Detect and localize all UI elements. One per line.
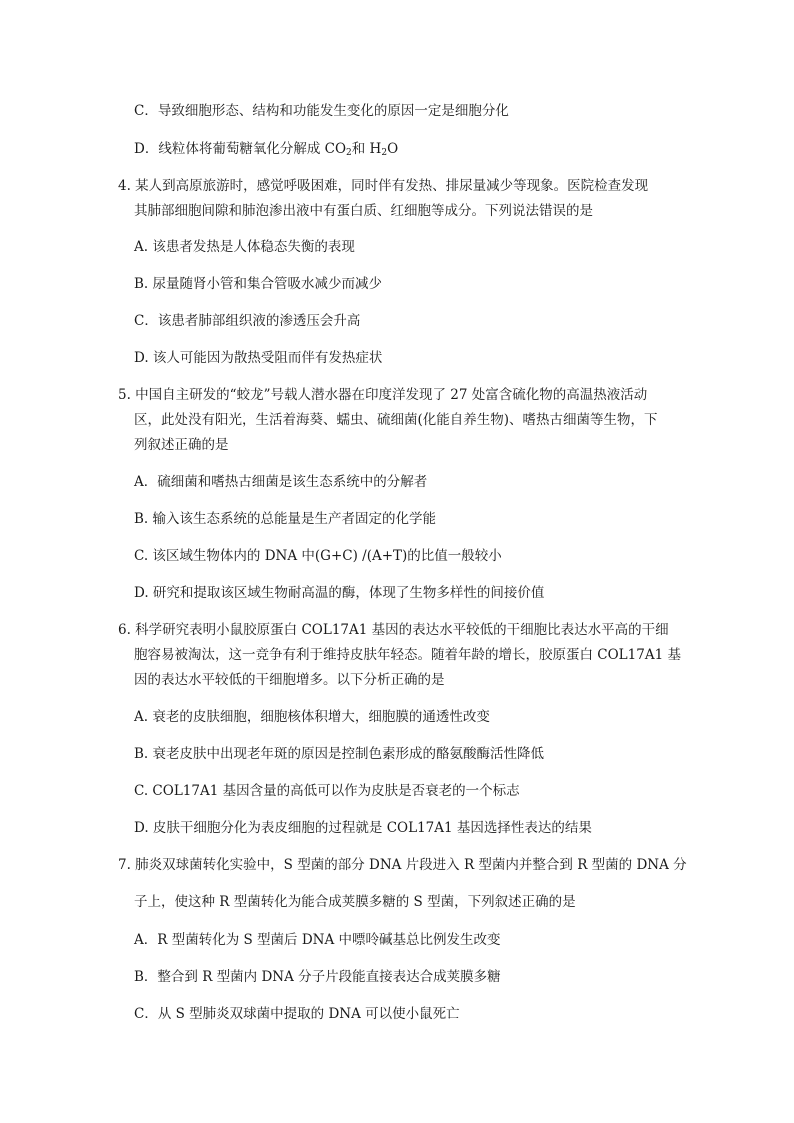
q3-option-d-suffix: O xyxy=(387,141,399,157)
q6-stem-line2: 胞容易被淘汰，这一竞争有利于维持皮肤年轻态。随着年龄的增长，胶原蛋白 COL17A1 基 xyxy=(134,647,681,663)
q7-option-c: C．从 S 型肺炎双球菌中提取的 DNA 可以使小鼠死亡 xyxy=(134,1006,460,1022)
q6-stem-line1: 6. 科学研究表明小鼠胶原蛋白 COL17A1 基因的表达水平较低的干细胞比表达水平高的干细 xyxy=(118,622,669,638)
q5-stem-line2: 区，此处没有阳光，生活着海葵、蠕虫、硫细菌(化能自养生物)、嗜热古细菌等生物，下 xyxy=(134,412,658,428)
q4-stem-line2: 其肺部细胞间隙和肺泡渗出液中有蛋白质、红细胞等成分。下列说法错误的是 xyxy=(134,203,593,219)
q5-stem-line1: 5. 中国自主研发的“蛟龙”号载人潜水器在印度洋发现了 27 处富含硫化物的高温热液活动 xyxy=(118,387,648,403)
q3-option-d-mid: 和 H xyxy=(351,141,382,157)
q3-option-c: C．导致细胞形态、结构和功能发生变化的原因一定是细胞分化 xyxy=(134,103,509,119)
q3-option-d xyxy=(134,140,398,158)
q4-option-d: D. 该人可能因为散热受阻而伴有发热症状 xyxy=(134,350,383,366)
q5-stem-line3: 列叙述正确的是 xyxy=(134,437,229,453)
q6-option-b: B. 衰老皮肤中出现老年斑的原因是控制色素形成的酪氨酸酶活性降低 xyxy=(134,746,545,762)
q5-option-a: A．硫细菌和嗜热古细菌是该生态系统中的分解者 xyxy=(134,474,428,490)
q3-option-d-prefix: D．线粒体将葡萄糖氧化分解成 CO xyxy=(134,141,347,157)
q6-option-c: C. COL17A1 基因含量的高低可以作为皮肤是否衰老的一个标志 xyxy=(134,783,520,799)
q6-option-d: D. 皮肤干细胞分化为表皮细胞的过程就是 COL17A1 基因选择性表达的结果 xyxy=(134,820,592,836)
q5-option-c: C. 该区域生物体内的 DNA 中(G+C) /(A+T)的比值一般较小 xyxy=(134,548,502,564)
q7-option-a: A．R 型菌转化为 S 型菌后 DNA 中嘌呤碱基总比例发生改变 xyxy=(134,932,501,948)
q6-option-a: A. 衰老的皮肤细胞，细胞核体积增大，细胞膜的通透性改变 xyxy=(134,709,490,725)
q4-option-a: A. 该患者发热是人体稳态失衡的表现 xyxy=(134,239,355,255)
q7-stem-line2: 子上，使这种 R 型菌转化为能合成荚膜多糖的 S 型菌，下列叙述正确的是 xyxy=(134,894,576,910)
q7-stem-line1: 7. 肺炎双球菌转化实验中，S 型菌的部分 DNA 片段进入 R 型菌内并整合到 R 型菌的 DNA 分 xyxy=(118,857,687,873)
q4-option-c: C．该患者肺部组织液的渗透压会升高 xyxy=(134,313,361,329)
q4-option-b: B. 尿量随肾小管和集合管吸水减少而减少 xyxy=(134,276,383,292)
q3-option-d-sub2: 2 xyxy=(381,148,388,158)
q3-option-d-sub1: 2 xyxy=(346,148,352,158)
q5-option-d: D. 研究和提取该区域生物耐高温的酶，体现了生物多样性的间接价值 xyxy=(134,585,545,601)
q5-option-b: B. 输入该生态系统的总能量是生产者固定的化学能 xyxy=(134,511,437,527)
q4-stem-line1: 4. 某人到高原旅游时，感觉呼吸困难，同时伴有发热、排尿量减少等现象。医院检查发现 xyxy=(118,178,649,194)
q6-stem-line3: 因的表达水平较低的干细胞增多。以下分析正确的是 xyxy=(134,672,445,688)
q7-option-b: B．整合到 R 型菌内 DNA 分子片段能直接表达合成荚膜多糖 xyxy=(134,969,501,985)
